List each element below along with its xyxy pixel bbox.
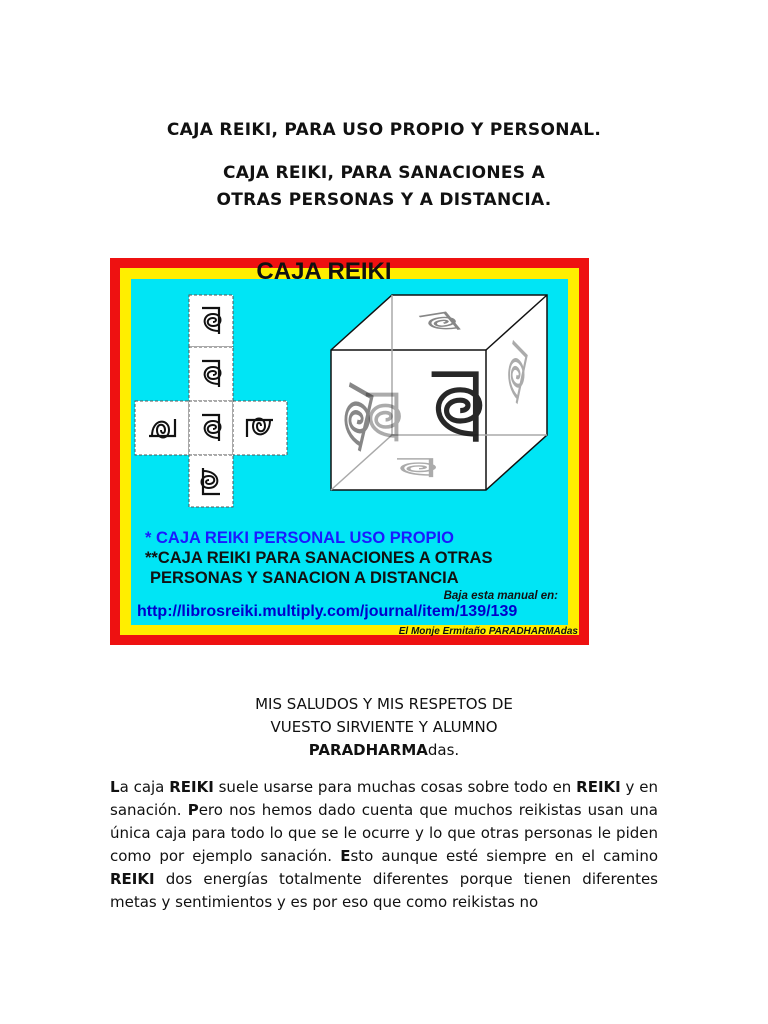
paragraph-segment: a caja <box>119 778 170 796</box>
image-title: CAJA REIKI <box>256 258 392 285</box>
paragraph-segment: P <box>187 801 199 819</box>
greeting <box>0 693 768 762</box>
signature: El Monje Ermitaño PARADHARMAdas <box>398 626 578 637</box>
paragraph-segment: ero nos hemos dado cuenta que muchos reikistas usan una única caja para todo lo que se le ocurre y lo que otras personas le piden como por ejemplo sanación. <box>110 801 659 865</box>
paragraph-segment: E <box>340 847 351 865</box>
paragraph-segment: REIKI <box>110 870 155 888</box>
caption-healing-line-1: **CAJA REIKI PARA SANACIONES A OTRAS <box>145 549 493 567</box>
heading-1: CAJA REIKI, PARA USO PROPIO Y PERSONAL. <box>166 120 602 140</box>
download-url: http://librosreiki.multiply.com/journal/item/139/139 <box>137 603 518 620</box>
greeting-line-1: MIS SALUDOS Y MIS RESPETOS DE <box>255 695 513 713</box>
paragraph-segment: dos energías totalmente diferentes porque tienen diferentes metas y sentimientos y es por eso que como reikistas no <box>110 870 658 911</box>
caption-personal: * CAJA REIKI PERSONAL USO PROPIO <box>145 529 454 547</box>
greeting-name-bold: PARADHARMA <box>308 741 428 759</box>
body-text <box>110 776 658 914</box>
caption-healing-line-2: PERSONAS Y SANACION A DISTANCIA <box>150 569 459 587</box>
paragraph-segment: y en sanación. <box>110 778 658 819</box>
paragraph-segment: REIKI <box>169 778 214 796</box>
paragraph-segment: L <box>110 778 120 796</box>
paragraph-segment: sto aunque esté siempre en el camino <box>350 847 659 865</box>
heading-2-line-1: CAJA REIKI, PARA SANACIONES A <box>222 163 546 183</box>
heading-2 <box>0 160 768 214</box>
download-label: Baja esta manual en: <box>443 590 558 602</box>
paragraph-segment: REIKI <box>576 778 621 796</box>
paragraph <box>110 776 658 914</box>
reiki-box-image <box>110 258 589 645</box>
paragraph-segment: suele usarse para muchas cosas sobre todo en <box>213 778 577 796</box>
greeting-name-rest: das. <box>427 741 460 759</box>
heading-2-line-2: OTRAS PERSONAS Y A DISTANCIA. <box>216 190 552 210</box>
greeting-line-3 <box>0 739 768 762</box>
greeting-line-2: VUESTO SIRVIENTE Y ALUMNO <box>270 718 498 736</box>
